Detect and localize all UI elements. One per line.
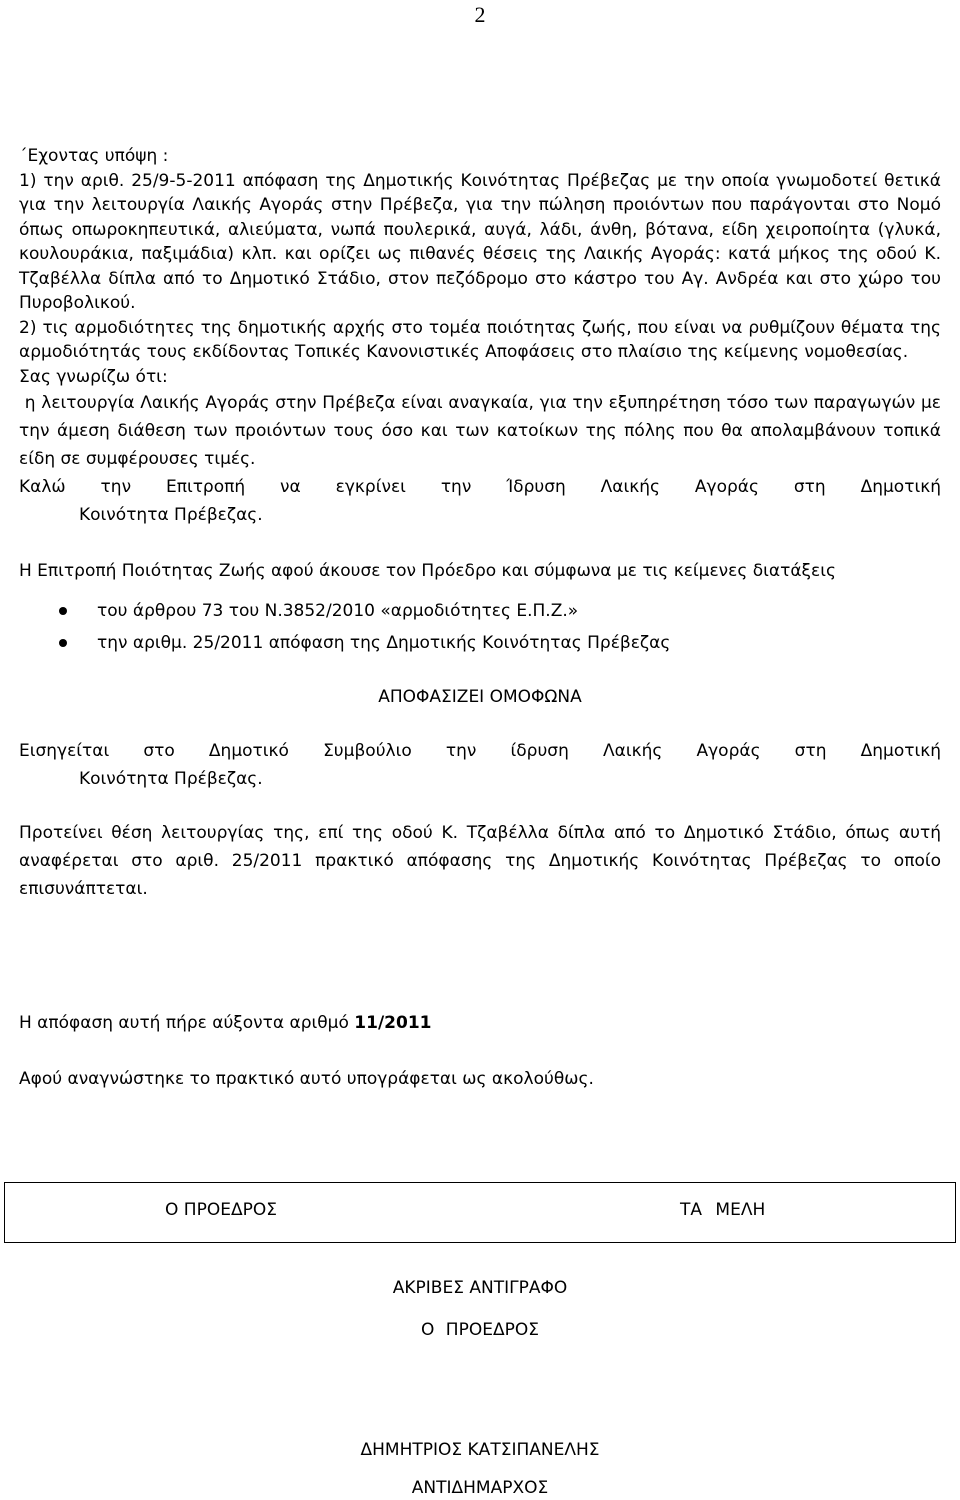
considering-paragraph-2: 2) τις αρμοδιότητες της δημοτικής αρχής στο τομέα ποιότητας ζωής, που είναι να ρυθμίζουν θέματα της αρμοδιότητάς τους εκδίδοντας Τοπικές Κανονιστικές Αποφάσεις στο πλαίσιο της κείμενης νομοθεσίας. — [19, 317, 941, 362]
certified-president: Ο ΠΡΟΕΔΡΟΣ — [421, 1320, 539, 1340]
certified-copy: ΑΚΡΙΒΕΣ ΑΝΤΙΓΡΑΦΟ — [392, 1278, 568, 1298]
decision-heading: ΑΠΟΦΑΣΙΖΕΙ ΟΜΟΦΩΝΑ — [378, 687, 582, 707]
president-signature-label: Ο ΠΡΟΕΔΡΟΣ — [165, 1200, 277, 1220]
request-continuation: Κοινότητα Πρέβεζας. — [79, 505, 263, 525]
document-body — [19, 144, 947, 1093]
decision-number-line: Η απόφαση αυτή πήρε αύξοντα αριθμό 11/2011 — [19, 1013, 432, 1033]
request-line: Καλώ την Επιτροπή να εγκρίνει την Ίδρυση Λαικής Αγοράς στη Δημοτική — [19, 477, 941, 497]
inform-title: Σας γνωρίζω ότι: — [19, 366, 168, 387]
list-item: του άρθρου 73 του Ν.3852/2010 «αρμοδιότητες Ε.Π.Ζ.» — [19, 595, 941, 627]
bullet-icon — [59, 639, 67, 647]
recommend-continuation: Κοινότητα Πρέβεζας. — [79, 769, 263, 789]
considering-paragraph-1: 1) την αριθ. 25/9-5-2011 απόφαση της Δημοτικής Κοινότητας Πρέβεζας με την οποία γνωμοδοτεί θετικά για την λειτουργία Λαικής Αγοράς στην Πρέβεζα, για την πώληση προιόντων που παράγονται στο Νομό όπως οπωροκηπευτικά, αλιεύματα, νωπά πουλερικά, αυγά, λάδι, άνθη, βότανα, είδη χειροποίητα (γλυκά, κουλουράκια, παξιμάδια) κλπ. και ορίζει ως πιθανές θέσεις της Λαικής Αγοράς: κατά μήκος της οδού Κ. Τζαβέλλα δίπλα από το Δημοτικό Στάδιο, στον πεζόδρομο στο κάστρο του Αγ. Ανδρέα και στο χώρο του Πυροβολικού. — [19, 170, 941, 313]
legal-basis-list — [19, 595, 941, 659]
bullet-icon — [59, 607, 67, 615]
page-number: 2 — [474, 2, 486, 27]
signatory-name: ΔΗΜΗΤΡΙΟΣ ΚΑΤΣΙΠΑΝΕΛΗΣ — [360, 1440, 600, 1460]
proposal-paragraph: Προτείνει θέση λειτουργίας της, επί της οδού Κ. Τζαβέλλα δίπλα από το Δημοτικό Στάδιο, όπως αυτή αναφέρεται στο αριθ. 25/2011 πρακτικό απόφασης της Δημοτικής Κοινότητας Πρέβεζας το οποίο επισυνάπτεται. — [19, 823, 941, 899]
considering-title: ΄Εχοντας υπόψη : — [19, 146, 169, 166]
signatory-title: ΑΝΤΙΔΗΜΑΡΧΟΣ — [411, 1478, 549, 1498]
committee-paragraph: Η Επιτροπή Ποιότητας Ζωής αφού άκουσε τον Πρόεδρο και σύμφωνα με τις κείμενες διατάξεις — [19, 561, 836, 581]
decision-number: 11/2011 — [354, 1013, 432, 1033]
signing-note: Αφού αναγνώστηκε το πρακτικό αυτό υπογράφεται ως ακολούθως. — [19, 1069, 594, 1089]
signatures-table — [4, 1182, 956, 1243]
recommend-line: Εισηγείται στο Δημοτικό Συμβούλιο την ίδρυση Λαικής Αγοράς στη Δημοτική — [19, 741, 941, 761]
list-item: την αριθμ. 25/2011 απόφαση της Δημοτικής Κοινότητας Πρέβεζας — [19, 627, 941, 659]
members-signature-label: ΤΑ ΜΕΛΗ — [680, 1200, 766, 1220]
inform-paragraph: η λειτουργία Λαικής Αγοράς στην Πρέβεζα είναι αναγκαία, για την εξυπηρέτηση τόσο των παραγωγών με την άμεση διάθεση των προιόντων τους όσο και των κατοίκων της πόλης που θα απολαμβάνουν τοπικά είδη σε συμφέρουσες τιμές. — [19, 393, 947, 469]
